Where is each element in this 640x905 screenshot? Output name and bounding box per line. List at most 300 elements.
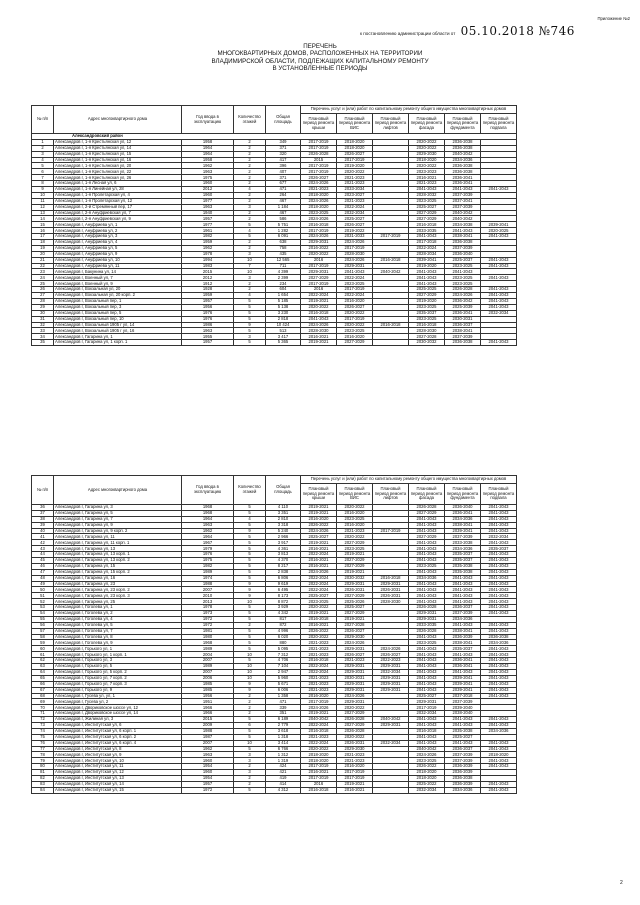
table-cell: 371 — [266, 145, 301, 151]
table-cell: 2041-2043 — [337, 269, 373, 275]
table-cell: 2034-2036 — [409, 575, 445, 581]
table-cell: 2041-2043 — [445, 622, 481, 628]
table-cell: 2 — [234, 192, 266, 198]
table-cell: 27 — [32, 293, 54, 299]
table-cell: Александров г, 2-я Ануфриевская ул, 7 — [54, 210, 182, 216]
table-cell: 81 — [32, 770, 54, 776]
table-cell: 2021-2023 — [301, 681, 337, 687]
table-cell: 872 — [266, 622, 301, 628]
table-cell: 1975 — [182, 558, 234, 564]
page-number: 2 — [620, 880, 623, 886]
table-cell: Александров г, Горького ул, 3 — [54, 658, 182, 664]
table-cell: Александров г, Гусева ул, 2 — [54, 699, 182, 705]
table-cell: 2019-2021 — [337, 781, 373, 787]
table-cell: 2041-2043 — [481, 681, 517, 687]
table-cell: Александров г, Институтская ул, 6 корп. 1 — [54, 728, 182, 734]
table-cell: 2033-2035 — [409, 228, 445, 234]
table-cell: Александров г, Институтская ул, 14 — [54, 781, 182, 787]
table-cell: 2029-2030 — [337, 746, 373, 752]
col-header-services: Перечень услуг и (или) работ по капитальному ремонту общего имущества многоквартирных домов — [301, 106, 517, 114]
table-cell: 2041-2043 — [445, 593, 481, 599]
table-cell: 2036-2041 — [445, 181, 481, 187]
table-cell: 2022-2024 — [301, 581, 337, 587]
table-cell: 2041-2043 — [445, 575, 481, 581]
table-cell: 2041-2043 — [481, 563, 517, 569]
table-cell: 2015 — [301, 157, 337, 163]
table-cell: 7 — [234, 263, 266, 269]
table-cell: 12 — [32, 204, 54, 210]
table-cell: 2041-2043 — [481, 664, 517, 670]
table-cell: 83 — [32, 781, 54, 787]
table-cell: 2041-2043 — [409, 687, 445, 693]
table-cell: 2026-2031 — [337, 740, 373, 746]
table-cell: 604 — [266, 287, 301, 293]
table-cell: 2029-2031 — [409, 699, 445, 705]
table-cell: 1960 — [182, 770, 234, 776]
table-cell: 2028-2032 — [409, 192, 445, 198]
table-cell: 55 — [32, 616, 54, 622]
table-cell: 2024-2026 — [337, 693, 373, 699]
table-cell: 50 — [32, 587, 54, 593]
col-header-services: Перечень услуг и (или) работ по капитальному ремонту общего имущества многоквартирных домов — [301, 476, 517, 484]
table-cell: 2030-2032 — [409, 340, 445, 346]
col-header-roof: Плановый период ремонта крыши — [301, 113, 337, 133]
table-cell: 2026-2028 — [337, 717, 373, 723]
table-cell: 2019-2021 — [301, 298, 337, 304]
table-cell: 2041-2043 — [481, 652, 517, 658]
table-cell: 2007 — [182, 658, 234, 664]
table-cell: 2023-2025 — [409, 316, 445, 322]
table-cell: 3 318 — [266, 522, 301, 528]
table-cell: 2041-2043 — [409, 658, 445, 664]
table-cell: 10 — [234, 599, 266, 605]
table-cell: 2017-2019 — [337, 775, 373, 781]
table-cell: 5 960 — [266, 675, 301, 681]
table-cell: 2016-2020 — [337, 334, 373, 340]
table-cell: 1962 — [182, 528, 234, 534]
table-cell: 2026-2028 — [409, 605, 445, 611]
table-cell: 2 818 — [266, 316, 301, 322]
table-cell: 2019-2021 — [337, 552, 373, 558]
table-cell: 320 — [266, 151, 301, 157]
table-cell: 1976 — [182, 310, 234, 316]
table-cell: Александров г, 2-я Ануфриевская ул, 9 — [54, 216, 182, 222]
table-cell: 2022-2023 — [373, 658, 409, 664]
table-cell: 2016 — [301, 257, 337, 263]
col-header-facade: Плановый период ремонта фасада — [409, 484, 445, 505]
table-cell: 2041-2043 — [409, 281, 445, 287]
table-cell: 21 — [32, 257, 54, 263]
table-cell: 2023-2023 — [409, 169, 445, 175]
table-cell: 1967 — [182, 540, 234, 546]
table-cell: 1972 — [182, 616, 234, 622]
table-cell: 349 — [266, 139, 301, 145]
table-cell: 2024-2026 — [301, 198, 337, 204]
table-cell: 2041-2043 — [481, 293, 517, 299]
table-cell: 2041-2043 — [409, 552, 445, 558]
table-cell: 2026-2027 — [373, 652, 409, 658]
table-cell: 3 — [234, 334, 266, 340]
table-cell: 2 — [234, 287, 266, 293]
table-cell: 1972 — [182, 787, 234, 793]
table-cell: 2 — [234, 693, 266, 699]
table-cell: 4 — [234, 187, 266, 193]
table-cell: 2029-2031 — [373, 675, 409, 681]
table-cell: Александров г, Институтская ул, 9 — [54, 752, 182, 758]
table-cell: 2 — [234, 181, 266, 187]
table-cell: Александров г, Гоголева ул, 8 — [54, 634, 182, 640]
table-cell: 18 — [32, 240, 54, 246]
table-cell: 2036-2038 — [445, 240, 481, 246]
table-cell: 2 — [234, 163, 266, 169]
table-cell: 47 — [32, 569, 54, 575]
table-cell: 2020-2022 — [301, 304, 337, 310]
table-cell: 2022-2024 — [337, 293, 373, 299]
table-cell: 1 — [32, 139, 54, 145]
table-cell: 5 — [234, 640, 266, 646]
table-cell: 2041-2043 — [481, 298, 517, 304]
table-cell: 2034-2036 — [445, 546, 481, 552]
table-cell: Александров г, Институтская ул, 6 корп. 4 — [54, 740, 182, 746]
table-cell: Александров г, 1-я Крестьянская ул, 22 — [54, 169, 182, 175]
table-cell: 1955 — [182, 334, 234, 340]
table-cell: 9 — [234, 687, 266, 693]
table-cell: Александров г, Ануфриева ул, 10 — [54, 257, 182, 263]
table-cell: 2021-2023 — [337, 175, 373, 181]
table-cell: 57 — [32, 628, 54, 634]
table-cell: 1973 — [182, 611, 234, 617]
table-cell: 2007 — [182, 587, 234, 593]
table-cell: 9 — [234, 681, 266, 687]
table-cell: 2019-2020 — [337, 163, 373, 169]
table-cell: 1 282 — [266, 228, 301, 234]
table-cell: 2019-2021 — [301, 340, 337, 346]
table-cell: 10 — [234, 269, 266, 275]
table-cell: 2034-2036 — [445, 516, 481, 522]
table-cell: 339 — [266, 705, 301, 711]
table-cell: 4 706 — [266, 658, 301, 664]
table-cell: 396 — [266, 163, 301, 169]
table-cell: 2017-2019 — [301, 775, 337, 781]
table-cell: 2037-2039 — [445, 204, 481, 210]
table-cell: 66 — [32, 681, 54, 687]
table-cell: Александров г, Гоголева ул, 9 — [54, 640, 182, 646]
table-cell: 2038-2041 — [445, 328, 481, 334]
table-cell: 4 — [32, 157, 54, 163]
table-cell: 2027-2029 — [409, 210, 445, 216]
table-cell: 2026-2027 — [337, 304, 373, 310]
table-cell: Александров г, 1-я Крестьянская ул, 26 — [54, 175, 182, 181]
table-cell: Александров г, Гоголева ул, 5 — [54, 622, 182, 628]
table-cell: 2018-2020 — [337, 139, 373, 145]
table-cell: 2027-2029 — [337, 611, 373, 617]
table-cell: 2022-2024 — [301, 669, 337, 675]
table-cell: 2 — [234, 216, 266, 222]
table-cell: Александров г, Ануфриева ул, 2 — [54, 228, 182, 234]
table-cell: 2040-2042 — [301, 717, 337, 723]
table-cell: 2041-2043 — [445, 587, 481, 593]
table-cell: Александров г, Гусева ул, ул, 1 — [54, 693, 182, 699]
table-cell: 1983 — [182, 263, 234, 269]
table-cell: 2027-2029 — [337, 558, 373, 564]
table-cell: 2032-2034 — [373, 740, 409, 746]
table-cell: Александров г, Горького ул, 5 — [54, 664, 182, 670]
table-cell: 2034-2036 — [481, 728, 517, 734]
table-cell: Александров г, Ануфриева ул, 1 — [54, 222, 182, 228]
table-cell: 2 — [234, 240, 266, 246]
table-cell: 2041-2043 — [481, 540, 517, 546]
table-cell: 2041-2043 — [409, 669, 445, 675]
table-cell: 54 — [32, 611, 54, 617]
table-cell: 2017-2019 — [301, 281, 337, 287]
table-cell: 2 — [234, 245, 266, 251]
table-cell: 2040-2042 — [373, 717, 409, 723]
table-cell: 9 — [234, 528, 266, 534]
table-cell: 2041-2043 — [481, 569, 517, 575]
table-cell: 351 — [266, 711, 301, 717]
table-cell: Александров г, Ануфриева ул, 11 — [54, 263, 182, 269]
table-cell: Александров г, Институтская ул, 8 — [54, 746, 182, 752]
table-cell: 2018-2020 — [301, 192, 337, 198]
table-cell: 2019-2021 — [301, 540, 337, 546]
table-cell: 41 — [32, 534, 54, 540]
table-cell: 407 — [266, 169, 301, 175]
table-cell: 2 — [234, 210, 266, 216]
table-cell: 2041-2043 — [409, 275, 445, 281]
table-row — [32, 340, 517, 346]
table-cell: 2036-2039 — [445, 781, 481, 787]
table-cell: 2016-2018 — [301, 787, 337, 793]
table-cell: 1964 — [182, 516, 234, 522]
table-cell: 2034-2036 — [445, 787, 481, 793]
table-cell: 2021-2023 — [337, 752, 373, 758]
table-cell: 2041-2043 — [409, 634, 445, 640]
table-cell: 2034-2036 — [445, 157, 481, 163]
table-cell: 2023-2025 — [409, 198, 445, 204]
table-cell: 2041-2043 — [481, 575, 517, 581]
table-cell: 2041-2043 — [481, 669, 517, 675]
table-cell: 2017-2019 — [301, 145, 337, 151]
table-cell: 2026-2022 — [301, 522, 337, 528]
table-cell: 12 565 — [266, 257, 301, 263]
table-cell: 2041-2043 — [481, 605, 517, 611]
table-cell: 2020-2022 — [337, 734, 373, 740]
table-cell: 2040-2042 — [445, 216, 481, 222]
table-cell: Александров г, Институтская ул, 12 — [54, 770, 182, 776]
table-cell: Александров г, Гоголева ул, 7 — [54, 628, 182, 634]
table-cell: 1978 — [182, 251, 234, 257]
table-cell: 2 — [234, 699, 266, 705]
table-cell: 2030-2031 — [445, 316, 481, 322]
table-cell: 74 — [32, 728, 54, 734]
table-cell: Александров г, Гагарина ул, 7 — [54, 516, 182, 522]
table-cell: Александров г, Ануфриева ул, 9 — [54, 251, 182, 257]
table-cell: 2041-2043 — [409, 734, 445, 740]
table-cell: 2027-2029 — [301, 275, 337, 281]
table-cell: 2041-2043 — [481, 510, 517, 516]
table-cell: Александров г, Вокзальный пер, 1 — [54, 298, 182, 304]
table-cell: 2 810 — [266, 516, 301, 522]
table-cell: 2019-2022 — [337, 228, 373, 234]
table-cell: 2029-2031 — [409, 616, 445, 622]
table-cell: 2037-2039 — [445, 534, 481, 540]
table-cell: 2041-2043 — [481, 552, 517, 558]
table-cell: 2041-2043 — [481, 787, 517, 793]
table-cell: 1964 — [182, 151, 234, 157]
table-cell: 2018-2020 — [301, 758, 337, 764]
table-cell: 2016-2021 — [301, 622, 337, 628]
table-cell: 5 240 — [266, 528, 301, 534]
table-cell: 15 — [32, 222, 54, 228]
table-cell: 5 — [234, 634, 266, 640]
table-cell: 2023-2025 — [337, 546, 373, 552]
table-cell: 5 — [234, 611, 266, 617]
table-cell: 16 — [32, 228, 54, 234]
table-cell: 2021-2023 — [337, 658, 373, 664]
table-cell: 2 779 — [266, 722, 301, 728]
table-cell: 68 — [32, 693, 54, 699]
table-cell: Александров г, Вокзальный 1905 г ул, 16 — [54, 328, 182, 334]
table-cell: 65 — [32, 675, 54, 681]
table-cell: Александров г, Гагарина ул, 9 корп. 2 — [54, 528, 182, 534]
col-header-vis: Плановый период ремонта ВИС — [337, 484, 373, 505]
table-cell: 2036-2041 — [445, 510, 481, 516]
table-cell: 10 — [234, 740, 266, 746]
table-cell: 5 138 — [266, 304, 301, 310]
table-cell: 2036-2041 — [445, 658, 481, 664]
table-cell: 1989 — [182, 664, 234, 670]
table-cell: 2 — [234, 145, 266, 151]
table-cell: 2027-2029 — [409, 293, 445, 299]
table-cell: 1968 — [182, 640, 234, 646]
table-cell: 2022-2024 — [301, 552, 337, 558]
table-cell: 53 — [32, 605, 54, 611]
table-cell: 2035-2037 — [481, 546, 517, 552]
table-cell: 2016-2018 — [409, 222, 445, 228]
table-cell: 2040-2042 — [445, 210, 481, 216]
table-cell: 3 618 — [266, 728, 301, 734]
table-cell: 7 312 — [266, 652, 301, 658]
table-cell: Александров г, Ануфриева ул, 5 — [54, 245, 182, 251]
table-cell: 2041-2043 — [409, 587, 445, 593]
table-cell: 2 — [234, 175, 266, 181]
table-cell: 60 — [32, 646, 54, 652]
table-cell: 2041-2043 — [409, 187, 445, 193]
table-cell: 2033-2035 — [409, 622, 445, 628]
table-cell: 2041-2043 — [481, 522, 517, 528]
table-cell: 2017-2019 — [373, 234, 409, 240]
table-cell: 5 185 — [266, 298, 301, 304]
table-cell: 4 361 — [266, 546, 301, 552]
table-cell: 2035-2037 — [409, 310, 445, 316]
table-cell: 2039-2041 — [445, 681, 481, 687]
table-cell: 1 184 — [266, 204, 301, 210]
table-cell: Александров г, Гагарина ул, 13 корп. 2 — [54, 558, 182, 564]
table-cell: 5 — [234, 787, 266, 793]
table-cell: 2041-2043 — [481, 257, 517, 263]
table-cell: 2027-2028 — [337, 622, 373, 628]
table-cell: 2026-2022 — [301, 628, 337, 634]
table-cell: 2041-2043 — [301, 316, 337, 322]
table-cell: 2029-2031 — [337, 699, 373, 705]
table-cell: 2041-2043 — [445, 722, 481, 728]
document-title — [140, 43, 500, 73]
table-cell: 1976 — [182, 552, 234, 558]
col-header-facade: Плановый период ремонта фасада — [409, 113, 445, 133]
table-cell: 51 — [32, 593, 54, 599]
table-cell: 2024-2026 — [301, 181, 337, 187]
table-cell: Александров г, 1-я Линейная ул, 28 — [54, 187, 182, 193]
table-cell: Александров г, Горького ул, 9 — [54, 687, 182, 693]
table-cell: 264 — [266, 192, 301, 198]
table-cell: 4 399 — [266, 269, 301, 275]
table-cell: 76 — [32, 740, 54, 746]
table-cell: Александров г, Институтская ул, 11 — [54, 764, 182, 770]
table-cell: 2024-2026 — [337, 240, 373, 246]
table-cell: 2023-2025 — [301, 599, 337, 605]
table-cell: 1928 — [182, 287, 234, 293]
table-cell: 435 — [266, 251, 301, 257]
table-cell: 2041-2043 — [409, 528, 445, 534]
table-cell: 2041-2043 — [481, 781, 517, 787]
table-cell: Александров г, Гагарина ул, 16 — [54, 575, 182, 581]
table-cell: 5 — [234, 563, 266, 569]
table-cell: 1 654 — [266, 293, 301, 299]
table-cell: 2040-2042 — [409, 746, 445, 752]
table-cell: 1979 — [182, 546, 234, 552]
table-cell: 711 — [266, 263, 301, 269]
table-cell: 2041-2043 — [481, 275, 517, 281]
table-cell: 75 — [32, 734, 54, 740]
table-cell: 677 — [266, 181, 301, 187]
table-cell: 2019-2020 — [409, 263, 445, 269]
table-cell: 2041-2043 — [481, 764, 517, 770]
table-cell: 1958 — [182, 157, 234, 163]
table-cell: 2025-2027 — [337, 605, 373, 611]
table-cell: 17 — [32, 234, 54, 240]
table-cell: 2016-2020 — [337, 298, 373, 304]
table-cell: 5 — [234, 310, 266, 316]
table-cell: 2026-2027 — [337, 151, 373, 157]
table-cell: 2019-2021 — [301, 510, 337, 516]
table-cell: 2023-2025 — [445, 275, 481, 281]
table-cell: 5 — [234, 575, 266, 581]
table-cell: 45 — [32, 558, 54, 564]
table-cell: 1978 — [182, 605, 234, 611]
table-cell: 2 — [32, 145, 54, 151]
table-cell: 2041-2043 — [481, 740, 517, 746]
table-cell: Александров г, Вокзальная ул, 20 корп. 2 — [54, 293, 182, 299]
table-cell: 2016-2020 — [337, 510, 373, 516]
table-cell: 2017-2019 — [301, 263, 337, 269]
table-cell: 2010 — [182, 593, 234, 599]
table-cell: 3 — [234, 770, 266, 776]
table-cell: Александров г, Гагарина ул, 11 — [54, 534, 182, 540]
table-cell: 2016-2021 — [301, 558, 337, 564]
houses-table-2 — [31, 475, 517, 794]
col-header-foundation: Плановый период ремонта фундамента — [445, 113, 481, 133]
table-cell: 2041-2043 — [445, 581, 481, 587]
table-cell: 1 319 — [266, 758, 301, 764]
table-cell: 10 — [234, 257, 266, 263]
table-cell: 5 — [234, 222, 266, 228]
table-cell: 1959 — [182, 293, 234, 299]
table-cell: 5 751 — [266, 222, 301, 228]
table-cell: 2020-2022 — [337, 310, 373, 316]
table-cell: 2 — [234, 705, 266, 711]
table-cell: Александров г, Институтская ул, 6 — [54, 722, 182, 728]
table-cell: 1957 — [182, 340, 234, 346]
